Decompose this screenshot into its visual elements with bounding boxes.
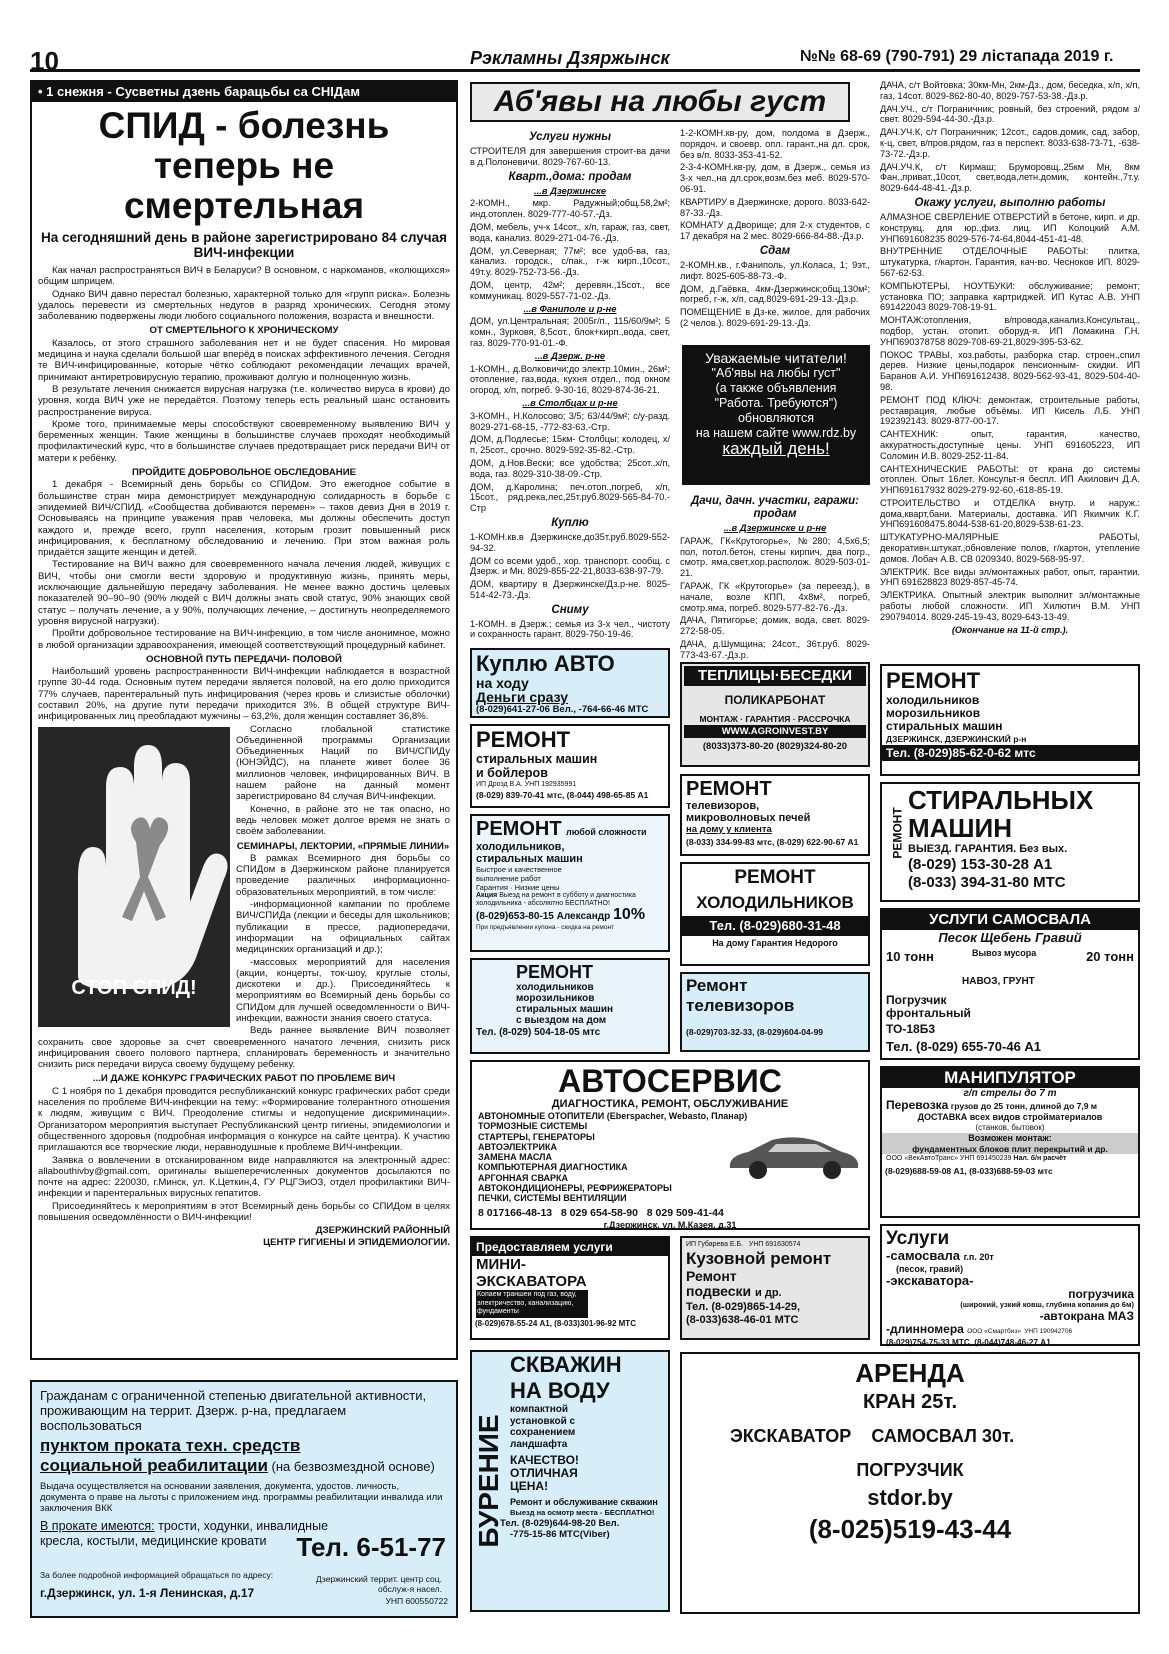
- article-section-heading: ...И ДАЖЕ КОНКУРС ГРАФИЧЕСКИХ РАБОТ ПО ПРОБЛЕМЕ ВИЧ: [92, 1073, 396, 1085]
- article-paragraph: 1 декабря - Всемирный день борьбы со СПИДом. Это ежегодное событие в большинстве стран мира демонстрирует международную солидарность в борьбе с эпидемией ВИЧ/СПИД. «Сообщества добиваются перемен» – таков девиз Дня в 2019 г. Основываясь на принципе уважения прав человека, мы должны обеспечить доступ каждого и, прежде всего, групп населения, которым грозит повышенный риск инфицирования, к бесплатному обследованию и лечению. При этом важная роль придаётся защите женщин и детей.: [38, 479, 450, 559]
- ad-title: УСЛУГИ САМОСВАЛА: [882, 910, 1138, 930]
- ad-unp: ИП Дрозд В.А. УНП 192935991: [476, 781, 577, 788]
- article-section-heading: ПРОЙДИТЕ ДОБРОВОЛЬНОЕ ОБСЛЕДОВАНИЕ: [131, 467, 357, 479]
- article-paragraph: Согласно глобальной статистике Объединенной программы Организации Объединенных Наций по ВИЧ/СПИДу (ЮНЭЙДС), на планете живет более 36 миллионов человек, инфицированных ВИЧ. В нашем районе на данный момент зарегистрировано 84 случая ВИЧ-инфекции.: [236, 723, 450, 803]
- ad-unp: УНП 691630574: [748, 1241, 801, 1248]
- ad-line: на дому у клиента: [686, 824, 772, 835]
- classifieds-col-3: [880, 80, 1140, 660]
- ad-phone: (8-029)653-80-15 Александр: [476, 911, 611, 922]
- classified-item: 1-КОМН. в Дзерж.; семья из 3-х чел., чистоту и сохранность гарант. 8029-750-19-46.: [470, 618, 670, 640]
- classifieds-col-1: [470, 128, 670, 638]
- ad-any-repair: РЕМОНТ любой сложности холодильников, стиральных машин Быстрое и качественное выполнение работ Гарантия · Низкие цены Акция Выезд на ремонт в субботу и диагностика холодильника - абсолютно БЕСПЛАТНО! (8-029)653-80-15 Александр 10% При предъявлении купона - скидка на ремонт: [470, 814, 670, 952]
- ad-line: ПОГРУЗЧИК: [856, 1460, 964, 1480]
- ad-mini-excavator: [470, 1236, 670, 1340]
- service-item: АРГОННАЯ СВАРКА: [478, 1172, 568, 1183]
- ad-site[interactable]: stdor.by: [867, 1485, 953, 1510]
- rehab-title-1: пунктом проката техн. средств: [40, 1436, 301, 1455]
- ad-title: СКВАЖИН: [510, 1352, 622, 1377]
- ad-title: МИНИ-: [476, 1256, 526, 1273]
- service-item: ТОРМОЗНЫЕ СИСТЕМЫ: [478, 1121, 588, 1132]
- classified-item: 2-КОМН., мкр. Радужный;общ.58,2м²; инд.отоплен. 8029-777-40-57.-Дз.: [470, 198, 670, 220]
- ad-washer-repair-2: [880, 782, 1140, 902]
- classifieds-subheading: ...в Дзерж. р-не: [534, 349, 606, 361]
- ad-unp: ИП Губарева Е.Б.: [686, 1241, 744, 1248]
- ad-line: КАЧЕСТВО! ОТЛИЧНАЯ ЦЕНА!: [510, 1453, 579, 1493]
- ad-phone: 8 029 509-41-44: [646, 1206, 724, 1219]
- classified-item: РЕМОНТ ПОД КЛЮЧ: демонтаж, строительные работы, реставрация, любые объёмы. ИП Кисель Л.Б. УНП 192392143. 8029-877-00-17.: [880, 394, 1140, 427]
- ad-line: САМОСВАЛ 30т.: [871, 1426, 1015, 1446]
- ad-phone: (8-029)678-55-24 А1, (8-033)301-96-92 МТС: [475, 1318, 636, 1328]
- ad-tv-repair-2: [680, 972, 870, 1052]
- notice-line: "Аб'явы на любы густ": [711, 366, 841, 380]
- ad-title: РЕМОНТ: [686, 778, 772, 800]
- ad-line: ДЗЕРЖИНСК, ДЗЕРЖИНСКИЙ р-н: [886, 734, 1027, 744]
- classified-item: АЛМАЗНОЕ СВЕРЛЕНИЕ ОТВЕРСТИЙ в бетоне, кирп. и др. конструкц. для юр.,физ. лиц. ИП Колоцкий А.М. УНП691608235 8029-576-74-64,8044-451-41-48.: [880, 211, 1140, 244]
- classifieds-heading: Кварт.,дома: продам: [508, 170, 632, 183]
- classified-item: ДОМ, д.Нов.Вески; все удобства; 25сот.,х/п, вода, газ. 8029-310-38-09.-Стр.: [470, 457, 670, 479]
- ad-discount: 10%: [613, 906, 646, 923]
- ad-line: -экскаватора-: [886, 1273, 974, 1288]
- ad-unp: ООО «ВекАвтоТранс» УНП 691450239: [886, 1155, 1012, 1162]
- ad-line: с выездом на дом: [516, 1015, 607, 1026]
- classifieds-subheading: ...в Столбцах и р-не: [522, 396, 618, 408]
- rehab-available-label: В прокате имеются:: [40, 1519, 155, 1533]
- ad-line: ДОСТАВКА всех видов стройматериалов: [917, 1112, 1103, 1122]
- article-paragraph: В результате лечения снижается вирусная нагрузка (т.е. количество вируса в крови) до уровня, когда ВИЧ уже не передаётся. Поэтому теперь есть реальный шанс остановить распространение вируса.: [38, 383, 450, 418]
- classified-item: ДОМ со всеми удоб., хор. транспорт. сообщ. с Дзерж. и Мн. 8029-855-22-21,8033-638-97-79.: [470, 555, 670, 577]
- ad-line: Копаем траншеи под газ, воду, электричество, канализацию, фундаменты: [476, 1290, 588, 1318]
- ad-body-repair: [680, 1236, 870, 1340]
- ad-phone: (8-029)703-32-33, (8-029)604-04-99: [686, 1027, 824, 1037]
- ad-fridge-repair-1: [880, 664, 1140, 776]
- ad-phone: (8-033)638-46-01 МТС: [686, 1314, 799, 1326]
- ad-line: Гарантия: [476, 883, 508, 892]
- article-paragraph: Наибольший уровень распространенности ВИЧ-инфекции наблюдается в возрастной группе 30-44 года. Основным путем передачи является половой, на его долю приходится 77% случаев, парентеральный путь инфицирования (через кровь и слизистые оболочки) составил 20%, на другие пути передачи приходится 3%. В общей структуре ВИЧ-инфицированных лиц преобладают мужчины – 63,2%, доля женщин составляет 36,8%.: [38, 666, 450, 723]
- article-paragraph: Тестирование на ВИЧ важно для своевременного начала лечения людей, живущих с ВИЧ, чтобы они смогли вести здоровую и продуктивную жизнь, принять меры, исключающие дальнейшую передачу заболевания. Не менее важно достичь целевых показателей 90–90–90 (90% людей с ВИЧ должны знать свой статус, 90% знающих свой статус – получать лечение, а у 90%, получающих лечение, – достигнуть неопределяемого уровня вирусной нагрузки).: [38, 559, 450, 627]
- classified-item: 2-КОМН.кв., г.Фаниполь, ул.Коласа, 1; 9эт., лифт. 8025-605-88-73.-Ф.: [680, 259, 870, 281]
- ad-tv-repair-1: [680, 774, 870, 856]
- article-kicker: • 1 снежня - Сусветны дзень барацьбы са СНІДам: [32, 82, 456, 102]
- ad-line: и бойлеров: [476, 766, 548, 780]
- ad-promo: Акция: [476, 892, 498, 899]
- article-section-heading: ОСНОВНОЙ ПУТЬ ПЕРЕДАЧИ- ПОЛОВОЙ: [146, 653, 342, 665]
- classified-item: ДОМ, ул.Северная; 77м²; все удоб-ва, газ, канализ. городск., с/пак., г-ж кирп.,10сот., 49т.у. 8029-752-73-56.-Дз.: [470, 245, 670, 278]
- ad-line: Выезд на осмотр места - БЕСПЛАТНО!: [510, 1508, 655, 1517]
- classifieds-subheading: ...в Дзержинске: [534, 184, 606, 196]
- article-subhead: На сегодняшний день в районе зарегистрировано 84 случая ВИЧ-инфекции: [41, 230, 447, 260]
- ad-greenhouses: [680, 662, 870, 767]
- ad-line: МОНТАЖ · ГАРАНТИЯ · РАССРОЧКА: [699, 714, 851, 724]
- ad-title: ЭКСКАВАТОРА: [476, 1273, 587, 1290]
- ad-phone: Тел. (8-029)865-14-29,: [686, 1301, 801, 1313]
- classifieds-col-2: [680, 128, 870, 340]
- ad-site: WWW.AGROINVEST.BY: [684, 725, 866, 738]
- classified-item: ШТУКАТУРНО-МАЛЯРНЫЕ РАБОТЫ, декоративн.штукат.,обновление полов, г/картон, утепление домов. Лобач А.В. СВ 0209340. 8029-568-95-97.: [880, 532, 1140, 564]
- ad-title: АРЕНДА: [855, 1358, 965, 1388]
- ad-line: На дому Гарантия Недорого: [712, 938, 838, 948]
- readers-notice: [682, 345, 870, 485]
- ad-line: и др.: [755, 1287, 782, 1299]
- classified-item: ДАЧ.УЧ., с/т Пограничник; ровный, без строений, рядом з/свет. 8029-594-44-30.-Дз.р.: [880, 103, 1140, 125]
- classified-item: ЭЛЕКТРИК. Все виды эл/монтажных работ, опыт, гарантии. УНП 691628823 8029-857-45-74.: [880, 566, 1140, 588]
- rehab-phone: Тел. 6-51-77: [296, 1532, 446, 1562]
- ad-manipulator: [880, 1066, 1140, 1218]
- classified-item: 1-КОМН., д.Волковичи;до электр.10мин., 26м²; отопление, газ,вода, кухня отдел., под окном огород, х/п, погреб. 9-30-16, 8029-874-36-21.: [470, 363, 670, 396]
- ad-line: НАВОЗ, ГРУНТ: [962, 976, 1035, 987]
- classified-item: 2-3-4-КОМН.кв-ру, дом, в Дзерж., семья из 3-х чел.,на дл.срок,возм.без меб. 8029-570-06-91.: [680, 162, 870, 194]
- classified-item: ДАЧ.УЧ.К, с/т Пограничник; 12сот., садов.домик, сад, забор, к-ц, свет, в/пров.рядом, газ в перспект. 8033-638-73-71, -638-73-72.-Дз.р.: [880, 127, 1140, 159]
- notice-line: Уважаемые читатели!: [705, 350, 847, 366]
- classified-item: ДАЧА, д.Шумщина; 24сот., 36т.руб. 8029-773-43-67.-Дз.р.: [680, 638, 870, 660]
- car-icon: [724, 1128, 864, 1184]
- classified-item: ДОМ, д.Подлесье; 15км- Столбцы; колодец, х/п, 25сот., срочно. 8029-592-35-82.-Стр.: [470, 434, 670, 456]
- notice-line: каждый день!: [722, 439, 830, 458]
- ad-line: любой сложности: [566, 827, 647, 837]
- ad-line: -автокрана МАЗ: [1039, 1308, 1134, 1323]
- ad-line: ДИАГНОСТИКА, РЕМОНТ, ОБСЛУЖИВАНИЕ: [551, 1098, 789, 1110]
- ad-line: ЭКСКАВАТОР: [730, 1426, 852, 1446]
- ad-phone: Тел. (8-029) 655-70-46 А1: [886, 1039, 1042, 1054]
- classified-item: ДАЧА, с/т Войтовка; 30км-Мн, 2км-Дз., дом, беседка, х/п, х/п, газ, 14сот. 8029-862-80-40, 8029-757-53-38.-Дз.р.: [880, 80, 1140, 101]
- ad-unp: ООО «Смартбиз»: [967, 1327, 1021, 1335]
- article-body: [32, 265, 456, 1248]
- rehab-ad: [30, 1380, 458, 1618]
- issue-info: №№ 68-69 (790-791) 29 лістапада 2019 г.: [800, 48, 1114, 65]
- ad-line: телевизоров,: [686, 800, 760, 812]
- ad-line: ТО-18Б3: [886, 1022, 936, 1036]
- classifieds-subheading: ...в Фаниполе и р-не: [523, 302, 617, 314]
- rehab-address: г.Дзержинск, ул. 1-я Ленинская, д.17: [40, 1586, 255, 1600]
- classified-item: ВНУТРЕННИЕ ОТДЕЛОЧНЫЕ РАБОТЫ: плитка, штукатурка, г/картон. Гарантия, кач-во. Чесноков ИП. 8029-567-62-53.: [880, 246, 1140, 278]
- ad-phone: (8-025)519-43-44: [808, 1514, 1012, 1544]
- service-item: АВТОНОМНЫЕ ОТОПИТЕЛИ (Eberspacher, Webasto, Планар): [478, 1111, 748, 1121]
- ad-line: фундаментных блоков плит перекрытий и др.: [882, 1144, 1138, 1154]
- signature-line: ЦЕНТР ГИГИЕНЫ И ЭПИДЕМИОЛОГИИ.: [263, 1236, 450, 1248]
- ad-phone: (8-029)641-27-06 Вел., -764-66-46 МТС: [476, 704, 649, 715]
- notice-line: "Работа. Требуются"): [714, 396, 838, 410]
- ad-title: Куплю АВТО: [476, 651, 615, 676]
- classifieds-subheading: ...в Дзержинске и р-не: [723, 522, 827, 533]
- article-signature: [38, 1225, 450, 1248]
- ad-line: морозильников: [516, 993, 595, 1004]
- classifieds-heading: Услуги нужны: [528, 131, 612, 143]
- ad-line: Вывоз мусора: [972, 948, 1037, 958]
- classified-item: ДОМ, ул.Центральная; 2005г/п., 115/60/9м²; 5 комн., Зурковя, 8,5сот., блок+кирп.,вода, свет, газ. 8029-770-91-01.-Ф.: [470, 316, 670, 348]
- ad-title: АВТОСЕРВИС: [558, 1063, 782, 1099]
- ad-line: ПОЛИКАРБОНАТ: [724, 693, 826, 707]
- ad-line: стиральных машин: [516, 1004, 614, 1015]
- rehab-free: (на безвозмездной основе): [271, 1459, 435, 1474]
- ad-title-vertical: БУРЕНИЕ: [473, 1414, 504, 1548]
- article-section-heading: ОТ СМЕРТЕЛЬНОГО К ХРОНИЧЕСКОМУ: [149, 325, 339, 337]
- article-paragraph: Присоединяйтесь к мероприятиям в этот Всемирный день борьбы со СПИДом в целях повышения осведомлённости о ВИЧ-инфекции!: [38, 1200, 450, 1224]
- notice-line: (а также объявления: [715, 381, 837, 395]
- ad-rental: [680, 1352, 1140, 1614]
- ad-line: грузов до 25 тонн, длиной до 7,9 м: [950, 1101, 1098, 1111]
- ad-title: ХОЛОДИЛЬНИКОВ: [696, 893, 854, 912]
- classified-item: ГАРАЖ, ГК «Крутогорье» (за переезд.), в начале, возле КПП, 4х8м², погреб, смотр.яма, погреб. 8029-577-82-76.-Дз.: [680, 580, 870, 613]
- ad-phone: Тел. (8-029)85-62-0-62 мтс: [882, 745, 1138, 761]
- article-paragraph: В рамках Всемирного дня борьбы со СПИДом в Дзержинском районе планируется проведение различных информационно-образовательных мероприятий, в том числе:: [236, 852, 450, 898]
- ad-line: Возможен монтаж:: [882, 1133, 1138, 1144]
- ad-services: [880, 1224, 1140, 1346]
- ad-line: на ходу: [476, 675, 529, 691]
- classified-item: ДАЧ.УЧ.К, с/т Кирмаш; Бруморовщ.,25км Мн, 8км Фан.,приват.,10сот, свет,вода,летн.домик, контейн.,7т.у. 8029-644-48-41.-Дз.р.: [880, 161, 1140, 194]
- service-item: КОМПЬЮТЕРНАЯ ДИАГНОСТИКА: [478, 1162, 628, 1173]
- rehab-available-items: трости, ходунки, инвалидные кресла, костыли, медицинские кровати: [40, 1519, 329, 1548]
- ad-phone: (8-033) 394-31-80 МТС: [908, 874, 1066, 891]
- classified-item: 3-КОМН., Н.Колосово; 3/5; 63/44/9м²; с/у-разд. 8029-271-68-15, -772-83-63.-Стр.: [470, 410, 670, 432]
- ad-title: Ремонт: [686, 976, 748, 995]
- classified-item: 1-КОМН.кв.в Дзержинске,до35т.руб.8029-552-94-32.: [470, 531, 670, 553]
- ad-fridge-repair-3: [470, 958, 670, 1054]
- ad-phone: Тел. (8-029)680-31-48: [682, 916, 868, 936]
- ad-well-drilling: [470, 1350, 670, 1612]
- notice-site-link[interactable]: на нашем сайте www.rdz.by: [695, 426, 857, 440]
- ad-line: КРАН 25т.: [862, 1391, 958, 1413]
- ad-line: 10 тонн: [886, 949, 934, 964]
- classified-item: ДОМ, мебель, уч-к 14сот., х/п, гараж, газ, свет, вода, канализ. 8029-271-04-76.-Дз.: [470, 221, 670, 243]
- classified-item: 1-2-КОМН.кв-ру, дом, полдома в Дзерж., порядоч. и своевр. опл. гарант.,на дл. срок, без в/п. 8033-353-41-52.: [680, 128, 870, 160]
- article-paragraph: Пройти добровольное тестирование на ВИЧ-инфекцию, в том числе анонимное, можно в любой организации здравоохранения, имеющей соответствующий процедурный кабинет.: [38, 628, 450, 651]
- rehab-conditions: Выдача осуществляется на основании заявления, документа, удостов. личность, документа о праве на льготы с приложением инд. программы реабилитации инвалида или заключения ВКК: [40, 1481, 443, 1514]
- ad-line: г/п стрелы до 7 т: [963, 1088, 1057, 1099]
- ad-line: ВЫЕЗД. ГАРАНТИЯ. Без вых.: [908, 843, 1068, 855]
- ad-line: Деньги сразу: [476, 689, 569, 705]
- ad-line: Ремонт и обслуживание скважин: [510, 1497, 658, 1507]
- article-paragraph: Кроме того, принимаемые меры способствуют своевременному выявлению ВИЧ у беременных женщин. Такие женщины в большинстве случаев проходят необходимый профилактический курс, что в большинстве случаев предотвращает риск передачи ВИЧ от матери к ребёнку.: [38, 418, 450, 464]
- article-paragraph: -информационной кампании по проблеме ВИЧ/СПИДа (лекции и беседы для школьников; публикации в прессе, радиопередачи, информации на официальных сайтах медицинских организаций и др.);: [236, 899, 450, 956]
- ad-fridge-repair-2: [680, 862, 870, 966]
- ad-phone: (8-029) 839-70-41 мтс, (8-044) 498-65-85 А1: [476, 790, 649, 800]
- rehab-title-2: социальной реабилитации: [40, 1456, 268, 1475]
- ad-title: Услуги: [886, 1228, 950, 1249]
- ad-line: Песок Щебень Гравий: [938, 930, 1082, 945]
- service-item: АВТОЭЛЕКТРИКА: [478, 1141, 557, 1152]
- signature-line: ДЗЕРЖИНСКИЙ РАЙОННЫЙ: [315, 1225, 450, 1237]
- classified-item: ДОМ, квартиру в Дзержинске/Дз.р-не. 8025-514-42-73.-Дз.: [470, 579, 670, 600]
- ad-line: При предъявлении купона - скидка на ремонт: [476, 924, 615, 931]
- article-paragraph: Ведь раннее выявление ВИЧ позволяет сохранить свое здоровье за счет своевременного начатого лечения, снизить риск инфицирования своего полового партнера, спланировать беременность и значительно снизить риск передачи вируса своему будущему ребенку.: [38, 1025, 450, 1071]
- ad-title: РЕМОНТ: [734, 867, 816, 888]
- notice-line: обновляются: [737, 411, 815, 425]
- ad-phone: (8029)324-80-20: [776, 741, 848, 752]
- ad-line: -длинномера: [886, 1321, 964, 1336]
- ad-car-service: [470, 1060, 870, 1230]
- ad-buy-auto: [470, 648, 670, 718]
- ad-title: РЕМОНТ: [886, 668, 981, 693]
- ad-title: телевизоров: [686, 996, 795, 1015]
- ad-phone: 8 029 654-58-90: [560, 1206, 638, 1219]
- ad-address: г.Дзержинск, ул. М.Казея, д.31: [603, 1219, 737, 1230]
- classifieds-end-note: (Окончание на 11-й стр.).: [951, 624, 1069, 635]
- ad-line: (широкий, узкий ковш, глубина копания до 6м): [960, 1300, 1134, 1309]
- classifieds-heading: Дачи, дачн. участки, гаражи: продам: [691, 495, 859, 520]
- service-item: СТАРТЕРЫ, ГЕНЕРАТОРЫ: [478, 1131, 595, 1142]
- stop-aids-image: [38, 727, 230, 1027]
- ad-title-vertical: РЕМОНТ: [890, 807, 905, 859]
- ad-line: г.п. 20т: [963, 1252, 994, 1262]
- classified-item: ПОКОС ТРАВЫ, хоз.работы, разборка стар. строен.,спил дерев. Низкие цены,подарок пенсионным- скидки. ИП Баранов А.И. УНП691612438. 8029-562-93-41, 8029-504-40-98.: [880, 349, 1140, 392]
- ad-line: стиральных машин: [886, 719, 1003, 733]
- ad-line: холодильников: [516, 982, 594, 993]
- classifieds-heading: Сниму: [551, 603, 589, 616]
- ad-line: Быстрое и качественное выполнение работ: [476, 865, 562, 883]
- newspaper-title: Рэкламны Дзяржынск: [470, 48, 670, 68]
- ad-line: Ремонт: [686, 1268, 737, 1284]
- ad-title: Предоставляем услуги: [472, 1238, 668, 1256]
- classified-item: КОМНАТУ д.Дворище; для 2-х студентов, с 17 декабря на 2 мес. 8029-666-84-88.-Дз.р.: [680, 220, 870, 242]
- article-paragraph: Конечно, в районе это не так опасно, но ведь человек может долгое время не знать о своём заболевании.: [236, 803, 450, 838]
- classifieds-heading: Куплю: [551, 516, 589, 529]
- classified-item: ДАЧА, Пятигорье; домик, вода, свет. 8029-272-58-05.: [680, 615, 870, 637]
- ad-title: СТИРАЛЬНЫХ: [908, 785, 1094, 815]
- stop-aids-label: СТОП СПИД!: [71, 977, 197, 1000]
- ad-line: Нал. б/н расчёт: [1013, 1155, 1067, 1162]
- ad-unp: УНП 190942706: [1024, 1327, 1073, 1335]
- classified-item: КОМПЬЮТЕРЫ, НОУТБУКИ: обслуживание; ремонт; установка ПО; заправка картриджей. ИП Кутас А.В. УНП 691422043 8029-708-19-91.: [880, 280, 1140, 313]
- ad-line: компактной установкой с сохранением ландшафта: [510, 1404, 576, 1450]
- classifieds-col-2b: [680, 492, 870, 660]
- ad-line: подвески: [686, 1283, 752, 1299]
- ad-line: стиральных машин: [476, 853, 583, 865]
- ad-line: 20 тонн: [1086, 949, 1134, 964]
- classified-item: СТРОИТЕЛЬСТВО и ОТДЕЛКА внутр. и наруж.: дома,кварт,бани. Материалы, доставка. ИП Якимчик К.Г. УНП691608475.8044-538-61-20,8029-538-61-23.: [880, 497, 1140, 530]
- ad-phone: (8-029)754-75-33 МТС, (8-044)748-46-27 А1: [886, 1337, 1051, 1347]
- ad-title: РЕМОНТ: [476, 818, 562, 840]
- classified-item: ПОМЕЩЕНИЕ в Дз-ке, жилое, для рабочих (2 челов.). 8029-691-29-13.-Дз.: [680, 307, 870, 328]
- ad-line: холодильников,: [476, 841, 565, 853]
- ad-line: микроволновых печей: [686, 812, 811, 824]
- classifieds-heading: Сдам: [759, 244, 791, 257]
- classified-item: ГАРАЖ, ГК«Крутогорье», №280; 4,5х6,5; пол, потол.бетон, стены кирпич, два погр., смотр. яма,свет,хор.располож. 8029-503-01-21.: [680, 535, 870, 579]
- ad-line: Погрузчик фронтальный: [886, 993, 971, 1020]
- ad-phone: (8-029)688-59-08 А1, (8-033)688-59-03 мтс: [885, 1166, 1053, 1176]
- ad-phone: Тел. (8-029) 504-18-05 мтс: [476, 1027, 601, 1038]
- article-headline: СПИД - болезнь теперь не смертельная: [98, 105, 390, 226]
- ad-line: холодильников: [886, 693, 980, 707]
- classified-item: САНТЕХНИК: опыт, гарантия, качество, аккуратность,доступные цены. УНП 691605223, ИП Соломин И.В. 8029-252-11-84.: [880, 429, 1140, 461]
- ad-title: ТЕПЛИЦЫ·БЕСЕДКИ: [684, 666, 866, 686]
- article-paragraph: Казалось, от этого страшного заболевания нет и не будет спасения. Но мировая медицина и наука сделали большой шаг вперёд в поисках эффективного лечения. Сегодня те ВИЧ-инфицированные, которые чётко соблюдают рекомендации лечащих врачей, принимают антиретровирусную терапию, проживают долгую и полноценную жизнь.: [38, 337, 450, 383]
- ad-phone: (8033)373-80-20: [702, 741, 774, 752]
- service-item: ПЕЧКИ, СИСТЕМЫ ВЕНТИЛЯЦИИ: [478, 1193, 627, 1204]
- article-paragraph: Как начал распространяться ВИЧ в Беларуси? В основном, с наркоманов, «колющихся» общим шприцем.: [38, 265, 450, 288]
- ad-title: НА ВОДУ: [510, 1378, 610, 1403]
- ad-line: погрузчика: [1068, 1287, 1134, 1301]
- classifieds-banner: Аб'явы на любы густ: [470, 82, 850, 122]
- article-paragraph: Заявка о вовлечении в отсканированном виде направляются на электронный адрес: allabouthivby@gmail.com, оригиналы вышеперечисленных документов досылаются по почте на адрес: 220030, г.Минск, ул. К.Цеткин,4, ГУ РЦГЭиОЗ, отдел профилактики ВИЧ-инфекции и парентеральных вирусных гепатитов.: [38, 1154, 450, 1200]
- classified-item: МОНТАЖ:отопления, в/провода,канализ.Консультац., подбор, устан. отопит. оборуд-я. ИП Ломакина Г.Н. УНП690378758 8029-708-69-21,8029-395-53-62.: [880, 315, 1140, 347]
- service-item: АВТОКОНДИЦИОНЕРЫ, РЕФРИЖЕРАТОРЫ: [478, 1183, 672, 1194]
- ad-line: морозильников: [886, 706, 981, 720]
- ad-dump-truck: [880, 908, 1140, 1060]
- ad-phone: (8-029) 153-30-28 А1: [908, 856, 1053, 873]
- ad-line: (станков, бытовок): [975, 1123, 1045, 1132]
- ad-phone: -775-15-86 МТС(Viber): [510, 1529, 610, 1540]
- ad-title: МАНИПУЛЯТОР: [882, 1068, 1138, 1088]
- rehab-address-label: За более подробной информацией обращаться по адресу:: [40, 1570, 274, 1580]
- article-paragraph: Однако ВИЧ давно перестал болезнью, характерной только для «групп риска». Болезнь удалось перевести из смертельных недугов в разряд хронических. Сегодня этому заболеванию подвержены люди любого социального положения, возраста и внешности.: [38, 288, 450, 323]
- article-box: [30, 80, 458, 1360]
- ad-title: МАШИН: [908, 813, 1013, 843]
- classifieds-heading: Окажу услуги, выполню работы: [914, 196, 1106, 209]
- ad-title: РЕМОНТ: [516, 962, 594, 982]
- ad-phone: Тел. (8-029)644-98-20 Вел.: [500, 1518, 620, 1529]
- article-section-heading: СЕМИНАРЫ, ЛЕКТОРИИ, «ПРЯМЫЕ ЛИНИИ»: [236, 840, 450, 852]
- rehab-unp: УНП 600550722: [385, 1596, 448, 1606]
- article-paragraph: -массовых мероприятий для населения (акции, концерты, ток-шоу, круглые столы, дискотеки и др.). Присоединяйтесь к мероприятиям во Всемирный день борьбы со СПИДом для лучшей осведомленности о ВИЧ-инфекции, важности знания своего статуса.: [236, 956, 450, 1024]
- article-paragraph: С 1 ноября по 1 декабря проводится республиканский конкурс графических работ среди населения по проблеме ВИЧ-инфекции на тему: «Формирование толерантного отношения к людям, живущим с ВИЧ. Преодоление стигмы и недопущение дискриминации». Организатором мероприятия выступает Республиканский центр гигиены, эпидемиологии и общественного здоровья (подробная информация о конкурсе на сайте центра). К участию приглашаются все творческие люди, неравнодушные к проблеме ВИЧ-инфекции.: [38, 1085, 450, 1154]
- classified-item: ДОМ, д.Гаёвка, 4км-Дзержинск;общ.130м²; погреб, г-ж, х/п, сад.8029-691-29-13.-Дз.р.: [680, 283, 870, 305]
- ad-line: Низкие цены: [514, 883, 560, 892]
- ad-line: -самосвала: [886, 1248, 960, 1263]
- rehab-intro: Гражданам с ограниченной степенью двигательной активности, проживающим на террит. Дзерж. р-на, предлагаем воспользоваться: [40, 1388, 427, 1433]
- ad-line: Перевозка: [886, 1098, 949, 1112]
- ad-title: РЕМОНТ: [476, 727, 571, 752]
- page-number: 10: [30, 46, 59, 76]
- ad-line: Выезд на ремонт в субботу и диагностика холодильника - абсолютно БЕСПЛАТНО!: [476, 892, 636, 907]
- classified-item: САНТЕХНИЧЕСКИЕ РАБОТЫ: от крана до системы отоплен. Опыт 16лет. Консульт-я беспл. ИП Акилович Д.А. УНП691617932 8029-279-92-60,-618-85-19.: [880, 463, 1140, 496]
- ad-line: (песок, гравий): [896, 1264, 964, 1274]
- classified-item: КВАРТИРУ в Дзержинске, дорого. 8033-642-87-33.-Дз.: [680, 196, 870, 218]
- classified-item: ДОМ, д.Каролина; печ.отоп.,погреб, х/п, 15сот., ряд.река,лес,25т.руб.8029-565-84-70.-Стр: [470, 481, 670, 514]
- ad-phone: 8 017166-48-13: [478, 1206, 553, 1219]
- classified-item: СТРОИТЕЛЯ для завершения строит-ва дачи в д.Полоневичи. 8029-767-60-13.: [470, 146, 670, 167]
- ad-phone: (8-033) 334-99-83 мтс, (8-029) 622-90-67 А1: [686, 837, 859, 847]
- classified-item: ЭЛЕКТРИКА. Опытный электрик выполнит эл/монтажные работы любой сложности. ИП Хилютич В.М. УНП 290794014. 8029-245-19-43, 8029-643-13-49.: [880, 590, 1140, 622]
- rehab-org: Дзержинский террит. центр соц. обслуж-я насел.: [315, 1574, 442, 1594]
- ad-line: стиральных машин: [476, 752, 598, 766]
- classified-item: ДОМ, центр, 42м²; деревян.,15сот., все коммуникац. 8029-557-71-02.-Дз.: [470, 279, 670, 301]
- ad-title: Кузовной ремонт: [686, 1249, 832, 1268]
- page-header: [30, 46, 1140, 76]
- ad-washer-repair-1: [470, 724, 670, 808]
- service-item: ЗАМЕНА МАСЛА: [478, 1152, 552, 1163]
